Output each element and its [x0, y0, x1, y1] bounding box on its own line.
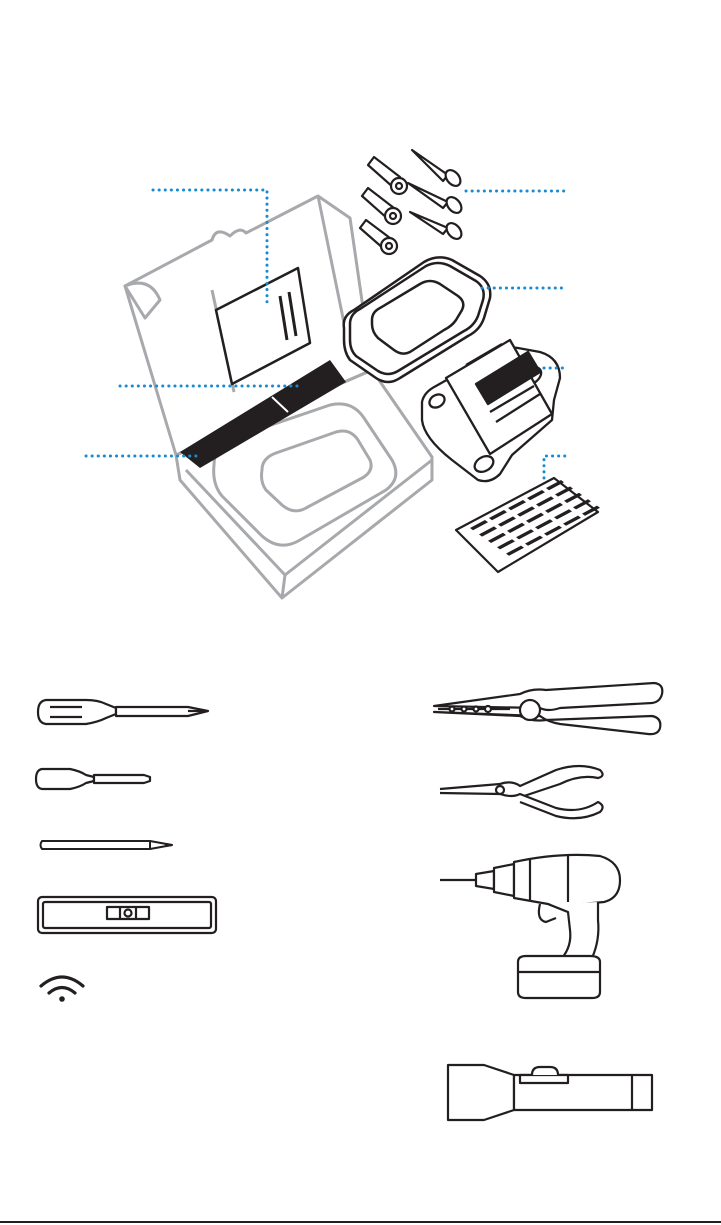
drill-icon [440, 855, 620, 998]
pliers-icon [440, 766, 603, 818]
flashlight-icon [448, 1065, 652, 1120]
box-fold-line-2 [285, 460, 432, 575]
mounting-base [422, 340, 560, 481]
callout-guide-line [153, 190, 267, 302]
box-tray-inner [262, 431, 372, 511]
sticker-band [180, 360, 346, 468]
wire-stripper-icon [434, 683, 662, 734]
wall-anchor [360, 220, 397, 254]
callout-labels-line [544, 456, 566, 478]
wifi-icon [41, 977, 83, 1002]
wall-anchor [368, 157, 407, 194]
flathead-screwdriver-icon [36, 769, 150, 789]
screw [408, 183, 464, 216]
guide-card [216, 268, 310, 384]
label-sheet [456, 478, 600, 572]
level-icon [38, 897, 216, 933]
screw [410, 212, 464, 242]
screw [412, 150, 463, 189]
screws-and-anchors [360, 150, 464, 254]
phillips-screwdriver-icon [38, 700, 208, 724]
box-fold-line [186, 470, 285, 575]
pencil-icon [41, 841, 173, 849]
